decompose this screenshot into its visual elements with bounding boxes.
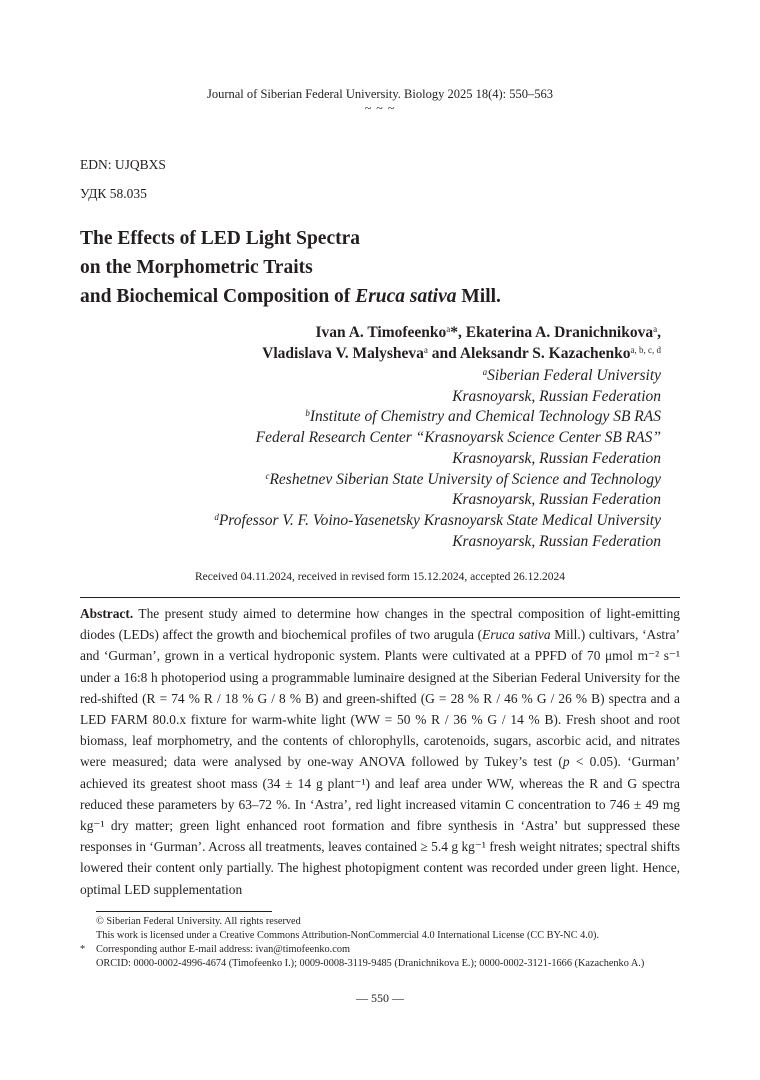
received-dates: Received 04.11.2024, received in revised form 15.12.2024, accepted 26.12.2024: [194, 571, 566, 583]
author-separator: ,: [657, 324, 661, 341]
affiliation-subunit: Federal Research Center “Krasnoyarsk Science Center SB RAS”: [255, 429, 661, 447]
author-name: Ekaterina A. Dranichnikova: [465, 324, 654, 341]
affiliation-name: Institute of Chemistry and Chemical Technology SB RAS: [309, 408, 661, 426]
author-name: Aleksandr S. Kazachenko: [459, 345, 631, 362]
title-line-3-end: Mill.: [456, 286, 501, 307]
footnote-divider: [96, 911, 272, 912]
orcid-note: ORCID: 0000-0002-4996-4674 (Timofeenko I.); 0009-0008-3119-9485 (Dranichnikova E.); 0000-0002-3121-1666 (Kazachenko A.): [96, 958, 645, 969]
author-affil-sup: a, b, c, d: [630, 345, 661, 355]
affiliation-name: Professor V. F. Voino-Yasenetsky Krasnoyarsk State Medical University: [218, 511, 661, 529]
affiliations: [214, 366, 661, 552]
affiliation-location: Krasnoyarsk, Russian Federation: [452, 532, 661, 550]
affiliation-name: Reshetnev Siberian State University of Science and Technology: [269, 470, 661, 488]
corresponding-author-note: Corresponding author E-mail address: ivan@timofeenko.com: [96, 944, 350, 955]
abstract-text: < 0.05). ‘Gurman’ achieved its greatest shoot mass (34 ± 14 g plant⁻¹) and leaf area under WW, whereas the R and G spectra reduced these parameters by 63–72 %. In ‘Astra’, red light increased vitamin C concentration to 746 ± 49 mg kg⁻¹ dry matter; green light enhanced root formation and fibre synthesis in ‘Astra’ but suppressed these responses in ‘Gurman’. Across all treatments, leaves contained ≥ 5.4 g kg⁻¹ fresh weight nitrates; spectral shifts lowered their content only partially. The highest photopigment content was recorded under green light. Hence, optimal LED supplementation: [80, 754, 680, 897]
author-name: Vladislava V. Malysheva: [262, 345, 424, 362]
abstract: [80, 603, 680, 900]
footnote-star: *: [80, 944, 86, 955]
author-name: Ivan A. Timofeenko: [315, 324, 447, 341]
copyright-note: © Siberian Federal University. All rights reserved: [96, 916, 301, 927]
page-number: — 550 —: [356, 991, 404, 1005]
affiliation-b: [214, 407, 661, 428]
license-note: This work is licensed under a Creative Commons Attribution-NonCommercial 4.0 International License (CC BY-NC 4.0).: [96, 930, 600, 941]
author-affil-sup: a: [446, 324, 451, 334]
affiliation-location: Krasnoyarsk, Russian Federation: [452, 387, 661, 405]
corresponding-mark: *,: [450, 324, 466, 341]
affiliation-sup: c: [265, 470, 270, 481]
authors-line-1: [262, 322, 661, 343]
affiliation-location: Krasnoyarsk, Russian Federation: [452, 491, 661, 509]
edn-code: EDN: UJQBXS: [80, 157, 166, 172]
udk-code: УДК 58.035: [80, 186, 147, 201]
affiliation-sup: d: [214, 511, 219, 522]
abstract-text: The present study aimed to determine how changes in the spectral composition of light-emitting diodes (LEDs) affect the growth and biochemical profiles of two arugula (: [80, 606, 680, 643]
abstract-p-symbol: p: [562, 754, 570, 770]
abstract-text: Mill.) cultivars, ‘Astra’ and ‘Gurman’, grown in a vertical hydroponic system. Plants were cultivated at a PPFD of 70 μmol m⁻² s⁻¹ under a 16:8 h photoperiod using a programmable luminaire designed at the Siberian Federal University for the red-shifted (R = 74 % R / 18 % G / 8 % B) and green-shifted (G = 28 % R / 46 % G / 26 % B) spectra and a LED FARM 80.0.x fixture for warm-white light (WW = 50 % R / 36 % G / 14 % B). Fresh shoot and root biomass, leaf morphometry, and the contents of chlorophylls, carotenoids, sugars, ascorbic acid, and nitrates were measured; data were analysed by one-way ANOVA followed by Tukey’s test (: [80, 627, 681, 770]
author-list: [262, 322, 661, 364]
abstract-divider: [80, 597, 680, 598]
abstract-species: Eruca sativa: [482, 627, 551, 643]
affiliation-c: [214, 470, 661, 491]
title-species-name: Eruca sativa: [355, 286, 457, 307]
header-separator: ~ ~ ~: [364, 101, 396, 115]
affiliation-sup: b: [305, 408, 310, 419]
affiliation-a: [214, 366, 661, 387]
author-separator: and: [427, 345, 460, 362]
affiliation-sup: a: [482, 367, 488, 377]
title-line-1: The Effects of LED Light Spectra: [80, 228, 361, 249]
abstract-label: Abstract.: [80, 606, 134, 621]
affiliation-location: Krasnoyarsk, Russian Federation: [452, 449, 661, 467]
author-affil-sup: a: [423, 345, 428, 355]
journal-header: Journal of Siberian Federal University. Biology 2025 18(4): 550–563: [206, 87, 553, 101]
title-line-2: on the Morphometric Traits: [80, 257, 313, 278]
authors-line-2: [262, 343, 661, 364]
author-affil-sup: a: [653, 324, 658, 334]
affiliation-name: Siberian Federal University: [487, 367, 661, 384]
affiliation-d: [214, 511, 661, 532]
article-title: [80, 224, 680, 311]
title-line-3: [80, 282, 680, 311]
title-line-3-start: and Biochemical Composition of: [80, 286, 356, 307]
